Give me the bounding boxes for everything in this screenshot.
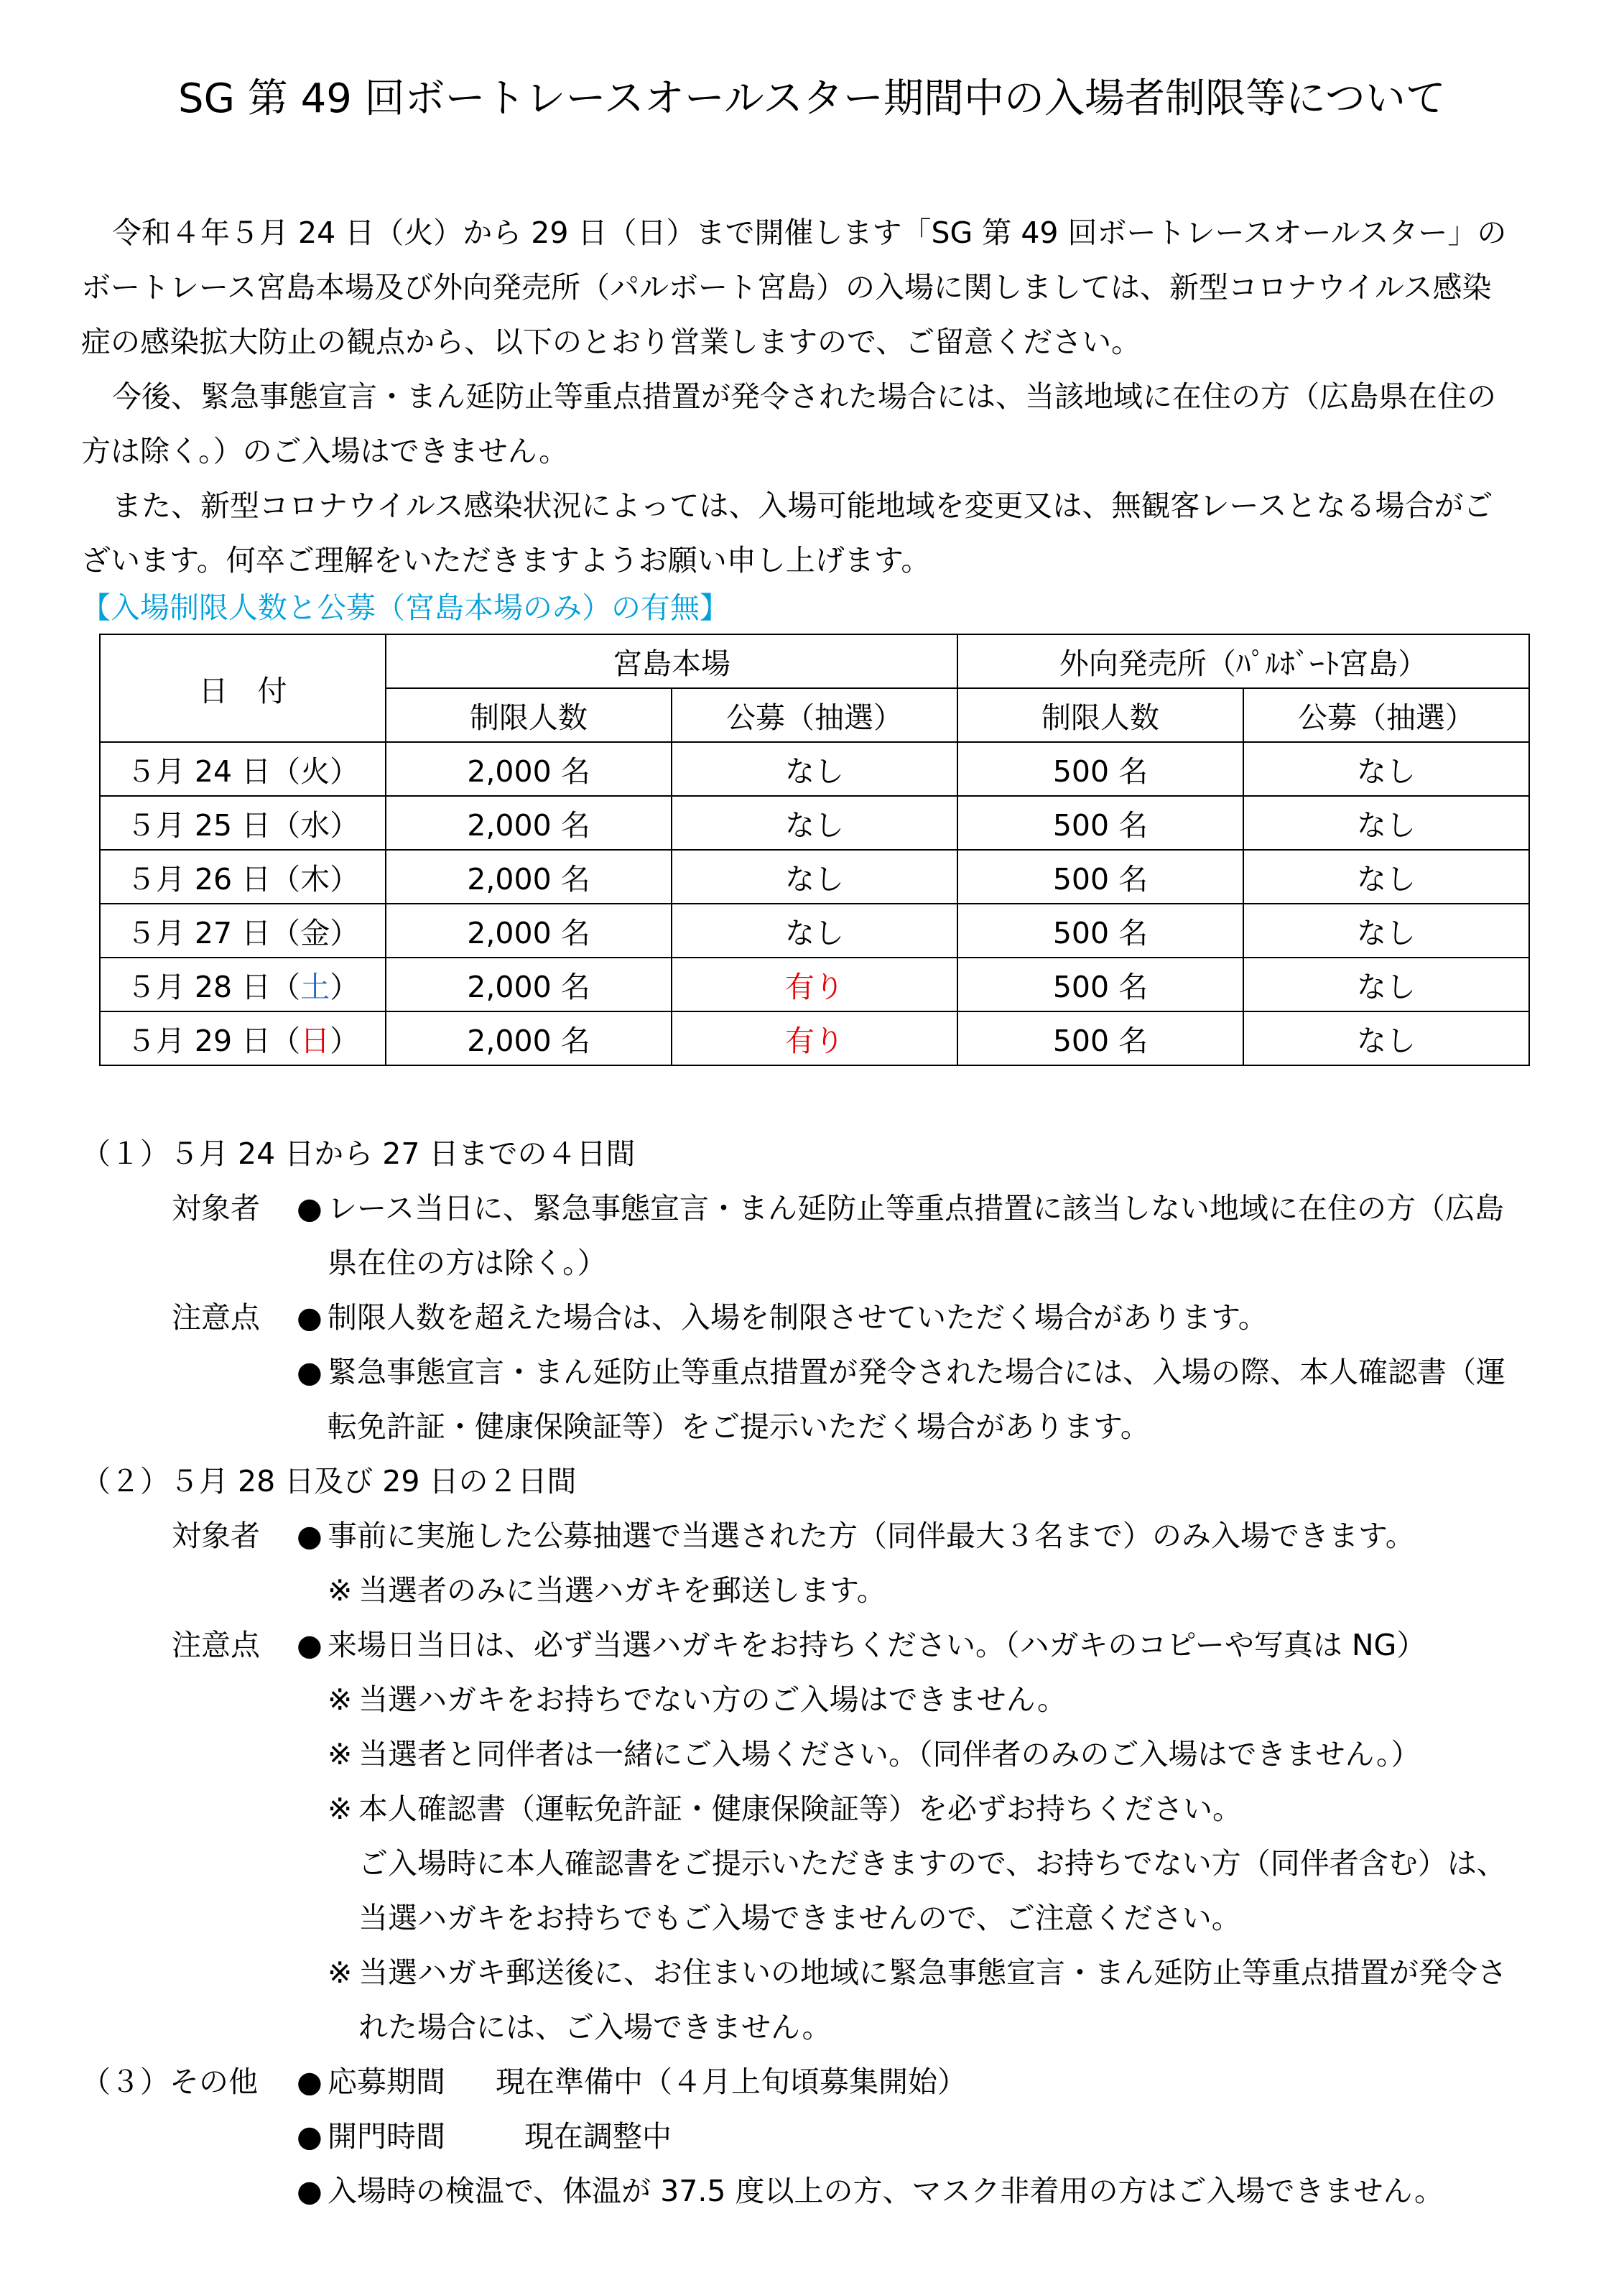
honjo-lottery-cell: なし [672,904,957,958]
date-cell [100,904,386,958]
note-mark: ※ [328,1955,353,1990]
section-3-heading: （３）その他 [81,2065,258,2099]
caution-label: 注意点 [172,1300,260,1335]
date-text: ５月 26 日（ [126,862,301,897]
note-item [297,1945,1518,2054]
bullet-text: 入場時の検温で、体温が 37.5 度以上の方、マスク非着用の方はご入場できません。 [328,2174,1444,2208]
section-2-target [81,1509,1518,1618]
sotomuki-limit-cell: 500 名 [957,850,1243,904]
date-cell [100,1011,386,1065]
bullet-mark: ● [297,2174,323,2208]
honjo-limit-cell: 2,000 名 [386,1011,672,1065]
sotomuki-limit-header: 制限人数 [957,688,1243,742]
day-of-week: 木 [300,862,330,897]
entry-limit-table [99,634,1530,1066]
date-close: ） [330,970,360,1004]
note-continuation: ご入場時に本人確認書をご提示いただきますので、お持ちでない方（同伴者含む）は、当選ハガキをお持ちでもご入場できませんので、ご注意ください。 [358,1846,1506,1935]
application-period [328,2054,1518,2109]
bullet-mark: ● [297,1519,323,1553]
table-body [100,742,1529,1065]
note-item [297,1727,1518,1782]
honjo-limit-cell: 2,000 名 [386,742,672,796]
bullet-item [297,2164,1518,2218]
target-label: 対象者 [172,1519,260,1553]
date-text: ５月 28 日（ [126,970,301,1004]
bullet-item [297,2054,1518,2109]
day-of-week: 日 [300,1024,330,1058]
gate-time-value: 現在調整中 [524,2119,672,2154]
gate-time [328,2109,1518,2164]
bullet-text: 来場日当日は、必ず当選ハガキをお持ちください。（ハガキのコピーや写真は NG） [328,1628,1426,1662]
date-column-header: 日 付 [100,634,386,742]
date-close: ） [330,916,360,950]
note-text: 当選ハガキをお持ちでない方のご入場はできません。 [358,1682,1067,1717]
note-item [297,1782,1518,1836]
section-2-caution [81,1618,1518,2054]
date-close: ） [330,1024,360,1058]
date-close: ） [330,808,360,843]
note-mark: ※ [328,1792,353,1826]
bullet-item [297,1345,1518,1454]
sotomuki-group-header: 外向発売所（ﾊﾟﾙﾎﾞｰﾄ宮島） [957,634,1529,688]
section-3 [81,2054,1518,2218]
section-2-heading: （２）５月 28 日及び 29 日の２日間 [81,1464,577,1498]
sotomuki-lottery-cell: なし [1243,742,1529,796]
honjo-limit-cell: 2,000 名 [386,904,672,958]
date-text: ５月 29 日（ [126,1024,301,1058]
date-cell [100,850,386,904]
table-header-row [100,634,1529,688]
bullet-mark: ● [297,1191,323,1226]
bullet-item [297,2109,1518,2164]
day-of-week: 火 [300,754,330,789]
honjo-limit-cell: 2,000 名 [386,850,672,904]
bullet-item [297,1618,1518,1672]
bullet-item [297,1181,1518,1290]
note-item [297,1563,1518,1618]
details-sections [81,1126,1518,2218]
honjo-lottery-cell: なし [672,850,957,904]
intro-paragraph: また、新型コロナウイルス感染状況によっては、入場可能地域を変更又は、無観客レースとなる場合がございます。何卒ご理解をいただきますようお願い申し上げます。 [81,488,1493,578]
page-title: SG 第 49 回ボートレースオールスター期間中の入場者制限等について [178,75,1446,122]
honjo-lottery-cell: なし [672,742,957,796]
target-label: 対象者 [172,1191,260,1226]
section-1-caution [81,1290,1518,1454]
bullet-text: 制限人数を超えた場合は、入場を制限させていただく場合があります。 [328,1300,1268,1335]
date-close: ） [330,754,360,789]
date-text: ５月 27 日（ [126,916,301,950]
table-row [100,1011,1529,1065]
sotomuki-lottery-cell: なし [1243,958,1529,1011]
date-cell [100,958,386,1011]
honjo-lottery-header: 公募（抽選） [672,688,957,742]
note-mark: ※ [328,1737,353,1771]
note-mark: ※ [328,1682,353,1717]
sotomuki-lottery-cell: なし [1243,904,1529,958]
note-text: 当選ハガキ郵送後に、お住まいの地域に緊急事態宣言・まん延防止等重点措置が発令された場合には、ご入場できません。 [358,1955,1507,2044]
bullet-mark: ● [297,2065,323,2099]
date-cell [100,742,386,796]
date-text: ５月 24 日（ [126,754,301,789]
day-of-week: 金 [300,916,330,950]
note-text: 当選者のみに当選ハガキを郵送します。 [358,1573,886,1608]
honjo-limit-cell: 2,000 名 [386,796,672,850]
note-text: 本人確認書（運転免許証・健康保険証等）を必ずお持ちください。 [358,1792,1242,1826]
bullet-text: レース当日に、緊急事態宣言・まん延防止等重点措置に該当しない地域に在住の方（広島県在住の方は除く。） [328,1191,1504,1280]
bullet-mark: ● [297,2119,323,2154]
date-close: ） [330,862,360,897]
sotomuki-limit-cell: 500 名 [957,796,1243,850]
date-text: ５月 25 日（ [126,808,301,843]
bullet-text: 事前に実施した公募抽選で当選された方（同伴最大３名まで）のみ入場できます。 [328,1519,1415,1553]
bullet-item [297,1290,1518,1345]
honjo-group-header: 宮島本場 [386,634,957,688]
date-cell [100,796,386,850]
note-text: 当選者と同伴者は一緒にご入場ください。（同伴者のみのご入場はできません。） [358,1737,1421,1771]
bullet-mark: ● [297,1355,323,1389]
sotomuki-lottery-cell: なし [1243,1011,1529,1065]
sotomuki-lottery-cell: なし [1243,850,1529,904]
honjo-lottery-cell: 有り [672,958,957,1011]
honjo-limit-header: 制限人数 [386,688,672,742]
day-of-week: 水 [300,808,330,843]
note-mark: ※ [328,1573,353,1608]
sotomuki-limit-cell: 500 名 [957,1011,1243,1065]
sotomuki-lottery-header: 公募（抽選） [1243,688,1529,742]
note-item [297,1672,1518,1727]
section-1-target [81,1181,1518,1290]
bullet-mark: ● [297,1628,323,1662]
sotomuki-limit-cell: 500 名 [957,958,1243,1011]
application-period-label: 応募期間 [328,2065,445,2099]
bullet-item [297,1509,1518,1563]
bullet-mark: ● [297,1300,323,1335]
day-of-week: 土 [300,970,330,1004]
section-1-heading: （１）５月 24 日から 27 日までの４日間 [81,1136,636,1171]
honjo-limit-cell: 2,000 名 [386,958,672,1011]
gate-time-label: 開門時間 [328,2119,445,2154]
intro-paragraph: 令和４年５月 24 日（火）から 29 日（日）まで開催します「SG 第 49 回ボートレースオールスター」のボートレース宮島本場及び外向発売所（パルボート宮島）の入場に関しましては、新型コロナウイルス感染症の感染拡大防止の観点から、以下のとおり営業しますので、ご留意ください。 [81,216,1507,359]
intro-text [81,205,1518,588]
table-row [100,958,1529,1011]
sotomuki-lottery-cell: なし [1243,796,1529,850]
table-row [100,742,1529,796]
honjo-lottery-cell: なし [672,796,957,850]
table-heading: 【入場制限人数と公募（宮島本場のみ）の有無】 [81,590,729,625]
application-period-value: 現在準備中（４月上旬頃募集開始） [496,2065,967,2099]
table-row [100,904,1529,958]
caution-label: 注意点 [172,1628,260,1662]
sotomuki-limit-cell: 500 名 [957,904,1243,958]
bullet-text: 緊急事態宣言・まん延防止等重点措置が発令された場合には、入場の際、本人確認書（運転免許証・健康保険証等）をご提示いただく場合があります。 [328,1355,1505,1444]
intro-paragraph: 今後、緊急事態宣言・まん延防止等重点措置が発令された場合には、当該地域に在住の方（広島県在住の方は除く。）のご入場はできません。 [81,379,1496,468]
sotomuki-limit-cell: 500 名 [957,742,1243,796]
honjo-lottery-cell: 有り [672,1011,957,1065]
table-row [100,850,1529,904]
table-row [100,796,1529,850]
